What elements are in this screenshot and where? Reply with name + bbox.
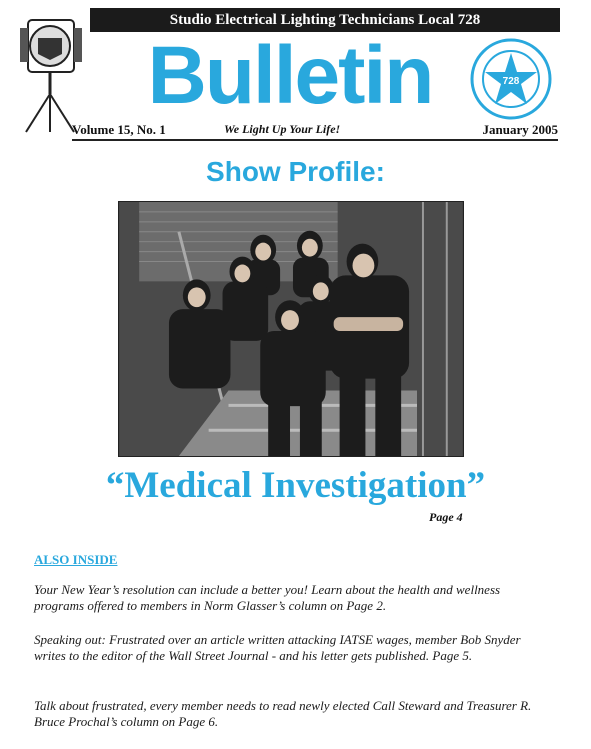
union-seal-icon	[470, 38, 552, 120]
header-rule	[72, 139, 558, 141]
union-banner: Studio Electrical Lighting Technicians Local 728	[90, 8, 560, 32]
section-kicker: Show Profile:	[206, 156, 385, 187]
crew-photo	[118, 201, 464, 457]
inside-item-speaking-out: Speaking out: Frustrated over an article written attacking IATSE wages, member Bob Snyder writes to the editor of the Wall Street Journal - and his letter gets published. Page 5.	[34, 632, 521, 663]
issue-info-bar	[72, 120, 558, 140]
issue-date: January 2005	[482, 122, 558, 137]
volume-number: Volume 15, No. 1	[72, 122, 166, 137]
masthead-title: Bulletin	[147, 30, 433, 121]
svg-text:728: 728	[502, 76, 520, 87]
studio-light-icon	[14, 14, 94, 136]
inside-item-treasurer: Talk about frustrated, every member needs to read newly elected Call Steward and Treasurer R. Bruce Prochal’s column on Page 6.	[34, 698, 532, 729]
feature-headline: “Medical Investigation”	[105, 465, 486, 506]
tagline: We Light Up Your Life!	[224, 122, 341, 136]
also-inside-heading: ALSO INSIDE	[34, 552, 118, 567]
page-reference: Page 4	[429, 510, 463, 524]
inside-item-health: Your New Year’s resolution can include a better you! Learn about the health and wellness programs offered to members in Norm Glasser’s column on Page 2.	[34, 582, 501, 613]
